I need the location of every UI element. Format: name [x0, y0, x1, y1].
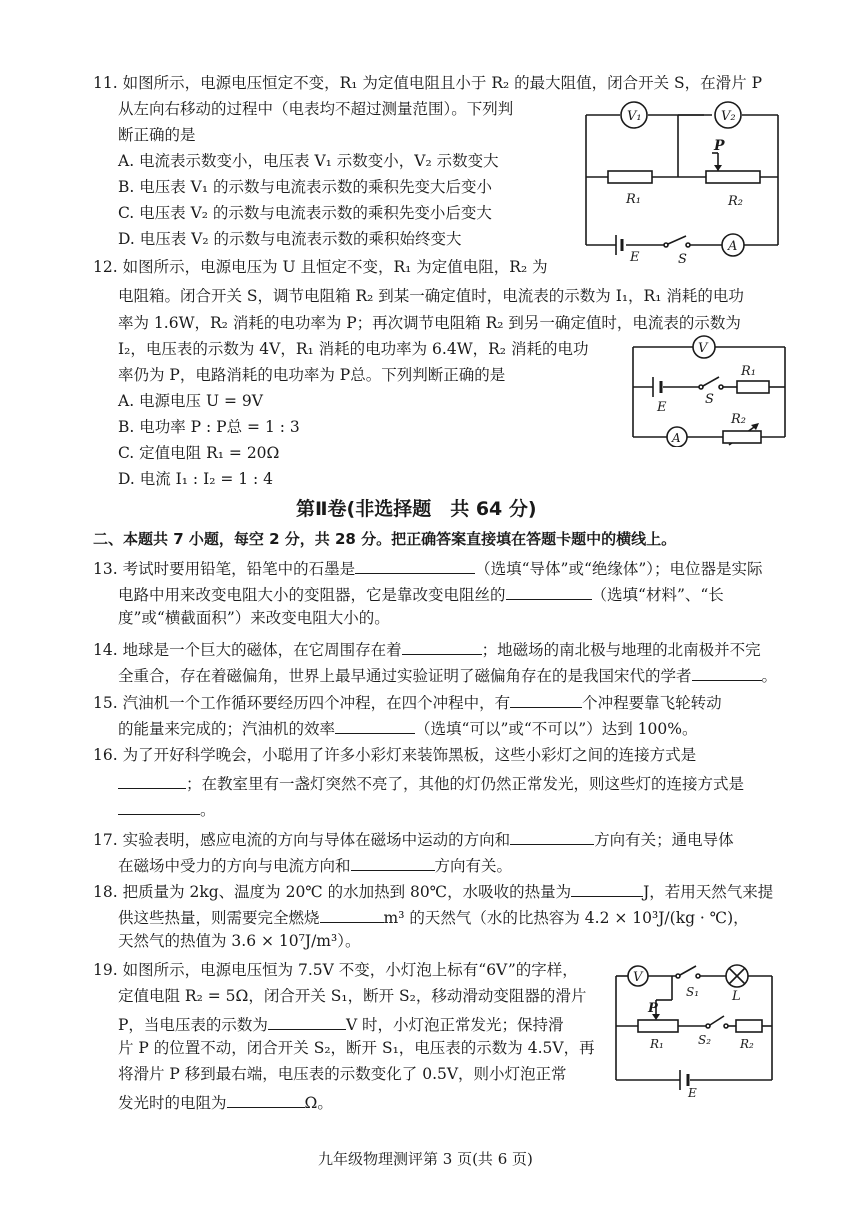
a-label: A	[728, 239, 738, 254]
q12-option-b: B. 电功率 P : P总 = 1 : 3	[118, 418, 300, 436]
s1-label: S₁	[686, 985, 700, 999]
answer-blank[interactable]	[510, 693, 582, 708]
r1-label: R₁	[650, 1037, 664, 1051]
q19-line-5: 将滑片 P 移到最右端，电压表的示数变化了 0.5V，则小灯泡正常	[118, 1065, 567, 1083]
r2-label: R₂	[731, 412, 746, 427]
q12-line-2: 电阻箱。闭合开关 S，调节电阻箱 R₂ 到某一确定值时，电流表的示数为 I₁，R₁ 消耗的电功	[118, 287, 744, 305]
q13-line-3: 度”或“横截面积”）来改变电阻大小的。	[118, 609, 390, 627]
answer-blank[interactable]	[227, 1093, 305, 1108]
p-label: P	[648, 1001, 658, 1016]
slider-arrow-icon	[714, 165, 722, 171]
resistor-r1-icon	[737, 381, 769, 393]
resistor-r1-icon	[608, 171, 652, 183]
q14-line-1: 14. 地球是一个巨大的磁体，在它周围存在着 ；地磁场的南北极与地理的北南极并不完	[93, 641, 761, 659]
p-label: P	[714, 138, 725, 154]
q11-option-d: D. 电压表 V₂ 的示数与电流表示数的乘积始终变大	[118, 230, 462, 248]
q12-circuit-diagram	[625, 335, 795, 447]
r1-label: R₁	[741, 364, 756, 379]
answer-blank[interactable]	[510, 830, 594, 845]
battery-icon	[653, 377, 661, 397]
q19-line-3: P，当电压表的示数为 V 时，小灯泡正常发光；保持滑	[118, 1016, 564, 1034]
switch-s2-icon	[706, 1016, 728, 1028]
q13-line-1: 13. 考试时要用铅笔，铅笔中的石墨是 （选填“导体”或“绝缘体”）；电位器是实际	[93, 560, 763, 578]
rheostat-r1-icon	[638, 1020, 678, 1032]
v-label: V	[633, 970, 643, 985]
answer-blank[interactable]	[335, 719, 415, 734]
q17-line-1: 17. 实验表明，感应电流的方向与导体在磁场中运动的方向和 方向有关；通电导体	[93, 831, 734, 849]
answer-blank[interactable]	[506, 585, 592, 600]
q11-option-a: A. 电流表示数变小，电压表 V₁ 示数变小，V₂ 示数变大	[118, 152, 499, 170]
lamp-icon	[726, 965, 748, 987]
q19-line-6: 发光时的电阻为 Ω。	[118, 1094, 333, 1112]
q19-line-4: 片 P 的位置不动，闭合开关 S₂，断开 S₁，电压表的示数为 4.5V，再	[118, 1039, 595, 1057]
answer-blank[interactable]	[118, 774, 186, 789]
q11-option-b: B. 电压表 V₁ 的示数与电流表示数的乘积先变大后变小	[118, 178, 493, 196]
q18-line-3: 天然气的热值为 3.6 × 10⁷J/m³）。	[118, 932, 361, 950]
part-2-title: 第Ⅱ卷(非选择题 共 64 分)	[296, 498, 537, 520]
r2-label: R₂	[728, 194, 743, 209]
section-2-instructions: 二、本题共 7 小题，每空 2 分，共 28 分。把正确答案直接填在答题卡题中的横线上。	[93, 530, 677, 548]
switch-s-icon	[664, 236, 690, 247]
q19-line-1: 19. 如图所示，电源电压恒为 7.5V 不变，小灯泡上标有“6V”的字样，	[93, 961, 578, 979]
switch-s1-icon	[676, 966, 700, 978]
answer-blank[interactable]	[118, 800, 200, 815]
e-label: E	[657, 400, 667, 415]
q12-option-d: D. 电流 I₁ : I₂ = 1 : 4	[118, 470, 274, 488]
q19-circuit-diagram	[610, 958, 790, 1098]
q16-line-2: ；在教室里有一盏灯突然不亮了，其他的灯仍然正常发光，则这些灯的连接方式是	[118, 774, 744, 793]
q15-line-2: 的能量来完成的；汽油机的效率 （选填“可以”或“不可以”）达到 100%。	[118, 720, 698, 738]
l-label: L	[732, 989, 741, 1004]
q17-line-2: 在磁场中受力的方向与电流方向和 方向有关。	[118, 857, 513, 875]
q16-line-1: 16. 为了开好科学晚会，小聪用了许多小彩灯来装饰黑板，这些小彩灯之间的连接方式是	[93, 746, 697, 764]
q18-line-2: 供这些热量，则需要完全燃烧 m³ 的天然气（水的比热容为 4.2 × 10³J/(kg · ℃)，	[118, 909, 749, 927]
answer-blank[interactable]	[320, 908, 384, 923]
q18-line-1: 18. 把质量为 2kg、温度为 20℃ 的水加热到 80℃，水吸收的热量为 J，若用天然气来提	[93, 883, 774, 901]
e-label: E	[688, 1086, 697, 1098]
resistance-box-r2-icon	[723, 431, 761, 443]
q11-line-3: 断正确的是	[118, 126, 196, 144]
q12-line-1: 12. 如图所示，电源电压为 U 且恒定不变，R₁ 为定值电阻，R₂ 为	[93, 258, 548, 276]
page-footer: 九年级物理测评第 3 页(共 6 页)	[318, 1150, 533, 1168]
s2-label: S₂	[698, 1033, 712, 1047]
q14-line-2: 全重合，存在着磁偏角，世界上最早通过实验证明了磁偏角存在的是我国宋代的学者 。	[118, 667, 778, 685]
s-label: S	[705, 392, 714, 407]
q15-line-1: 15. 汽油机一个工作循环要经历四个冲程，在四个冲程中，有 个冲程要靠飞轮转动	[93, 694, 722, 712]
q19-line-2: 定值电阻 R₂ = 5Ω，闭合开关 S₁，断开 S₂，移动滑动变阻器的滑片	[118, 987, 587, 1005]
q12-option-c: C. 定值电阻 R₁ = 20Ω	[118, 444, 280, 462]
q11-circuit-diagram	[578, 95, 798, 265]
r1-label: R₁	[626, 192, 641, 207]
answer-blank[interactable]	[351, 856, 435, 871]
battery-icon	[616, 235, 622, 255]
q11-option-c: C. 电压表 V₂ 的示数与电流表示数的乘积先变小后变大	[118, 204, 492, 222]
answer-blank[interactable]	[692, 666, 762, 681]
q16-line-3: 。	[118, 800, 216, 819]
s-label: S	[678, 252, 687, 265]
answer-blank[interactable]	[571, 882, 643, 897]
answer-blank[interactable]	[402, 640, 482, 655]
e-label: E	[630, 250, 640, 265]
q12-line-4: I₂，电压表的示数为 4V，R₁ 消耗的电功率为 6.4W，R₂ 消耗的电功	[118, 340, 589, 358]
a-label: A	[672, 431, 681, 445]
q11-line-1: 11. 如图所示，电源电压恒定不变，R₁ 为定值电阻且小于 R₂ 的最大阻值，闭合开关 S，在滑片 P	[93, 74, 763, 92]
battery-icon	[680, 1070, 688, 1090]
rheostat-r2-icon	[706, 171, 760, 183]
q13-line-2: 电路中用来改变电阻大小的变阻器，它是靠改变电阻丝的 （选填“材料”、“长	[118, 586, 724, 604]
q11-line-2: 从左向右移动的过程中（电表均不超过测量范围）。下列判	[118, 100, 514, 118]
switch-s-icon	[699, 377, 723, 389]
answer-blank[interactable]	[268, 1015, 346, 1030]
v2-label: V₂	[721, 109, 736, 124]
q12-option-a: A. 电源电压 U = 9V	[118, 392, 263, 410]
answer-blank[interactable]	[355, 559, 475, 574]
r2-label: R₂	[740, 1037, 754, 1051]
q12-line-3: 率为 1.6W，R₂ 消耗的电功率为 P；再次调节电阻箱 R₂ 到另一确定值时，电流表的示数为	[118, 314, 741, 332]
resistor-r2-icon	[736, 1020, 762, 1032]
v1-label: V₁	[627, 109, 642, 124]
q12-line-5: 率仍为 P，电路消耗的电功率为 P总。下列判断正确的是	[118, 366, 506, 384]
v-label: V	[698, 341, 708, 356]
